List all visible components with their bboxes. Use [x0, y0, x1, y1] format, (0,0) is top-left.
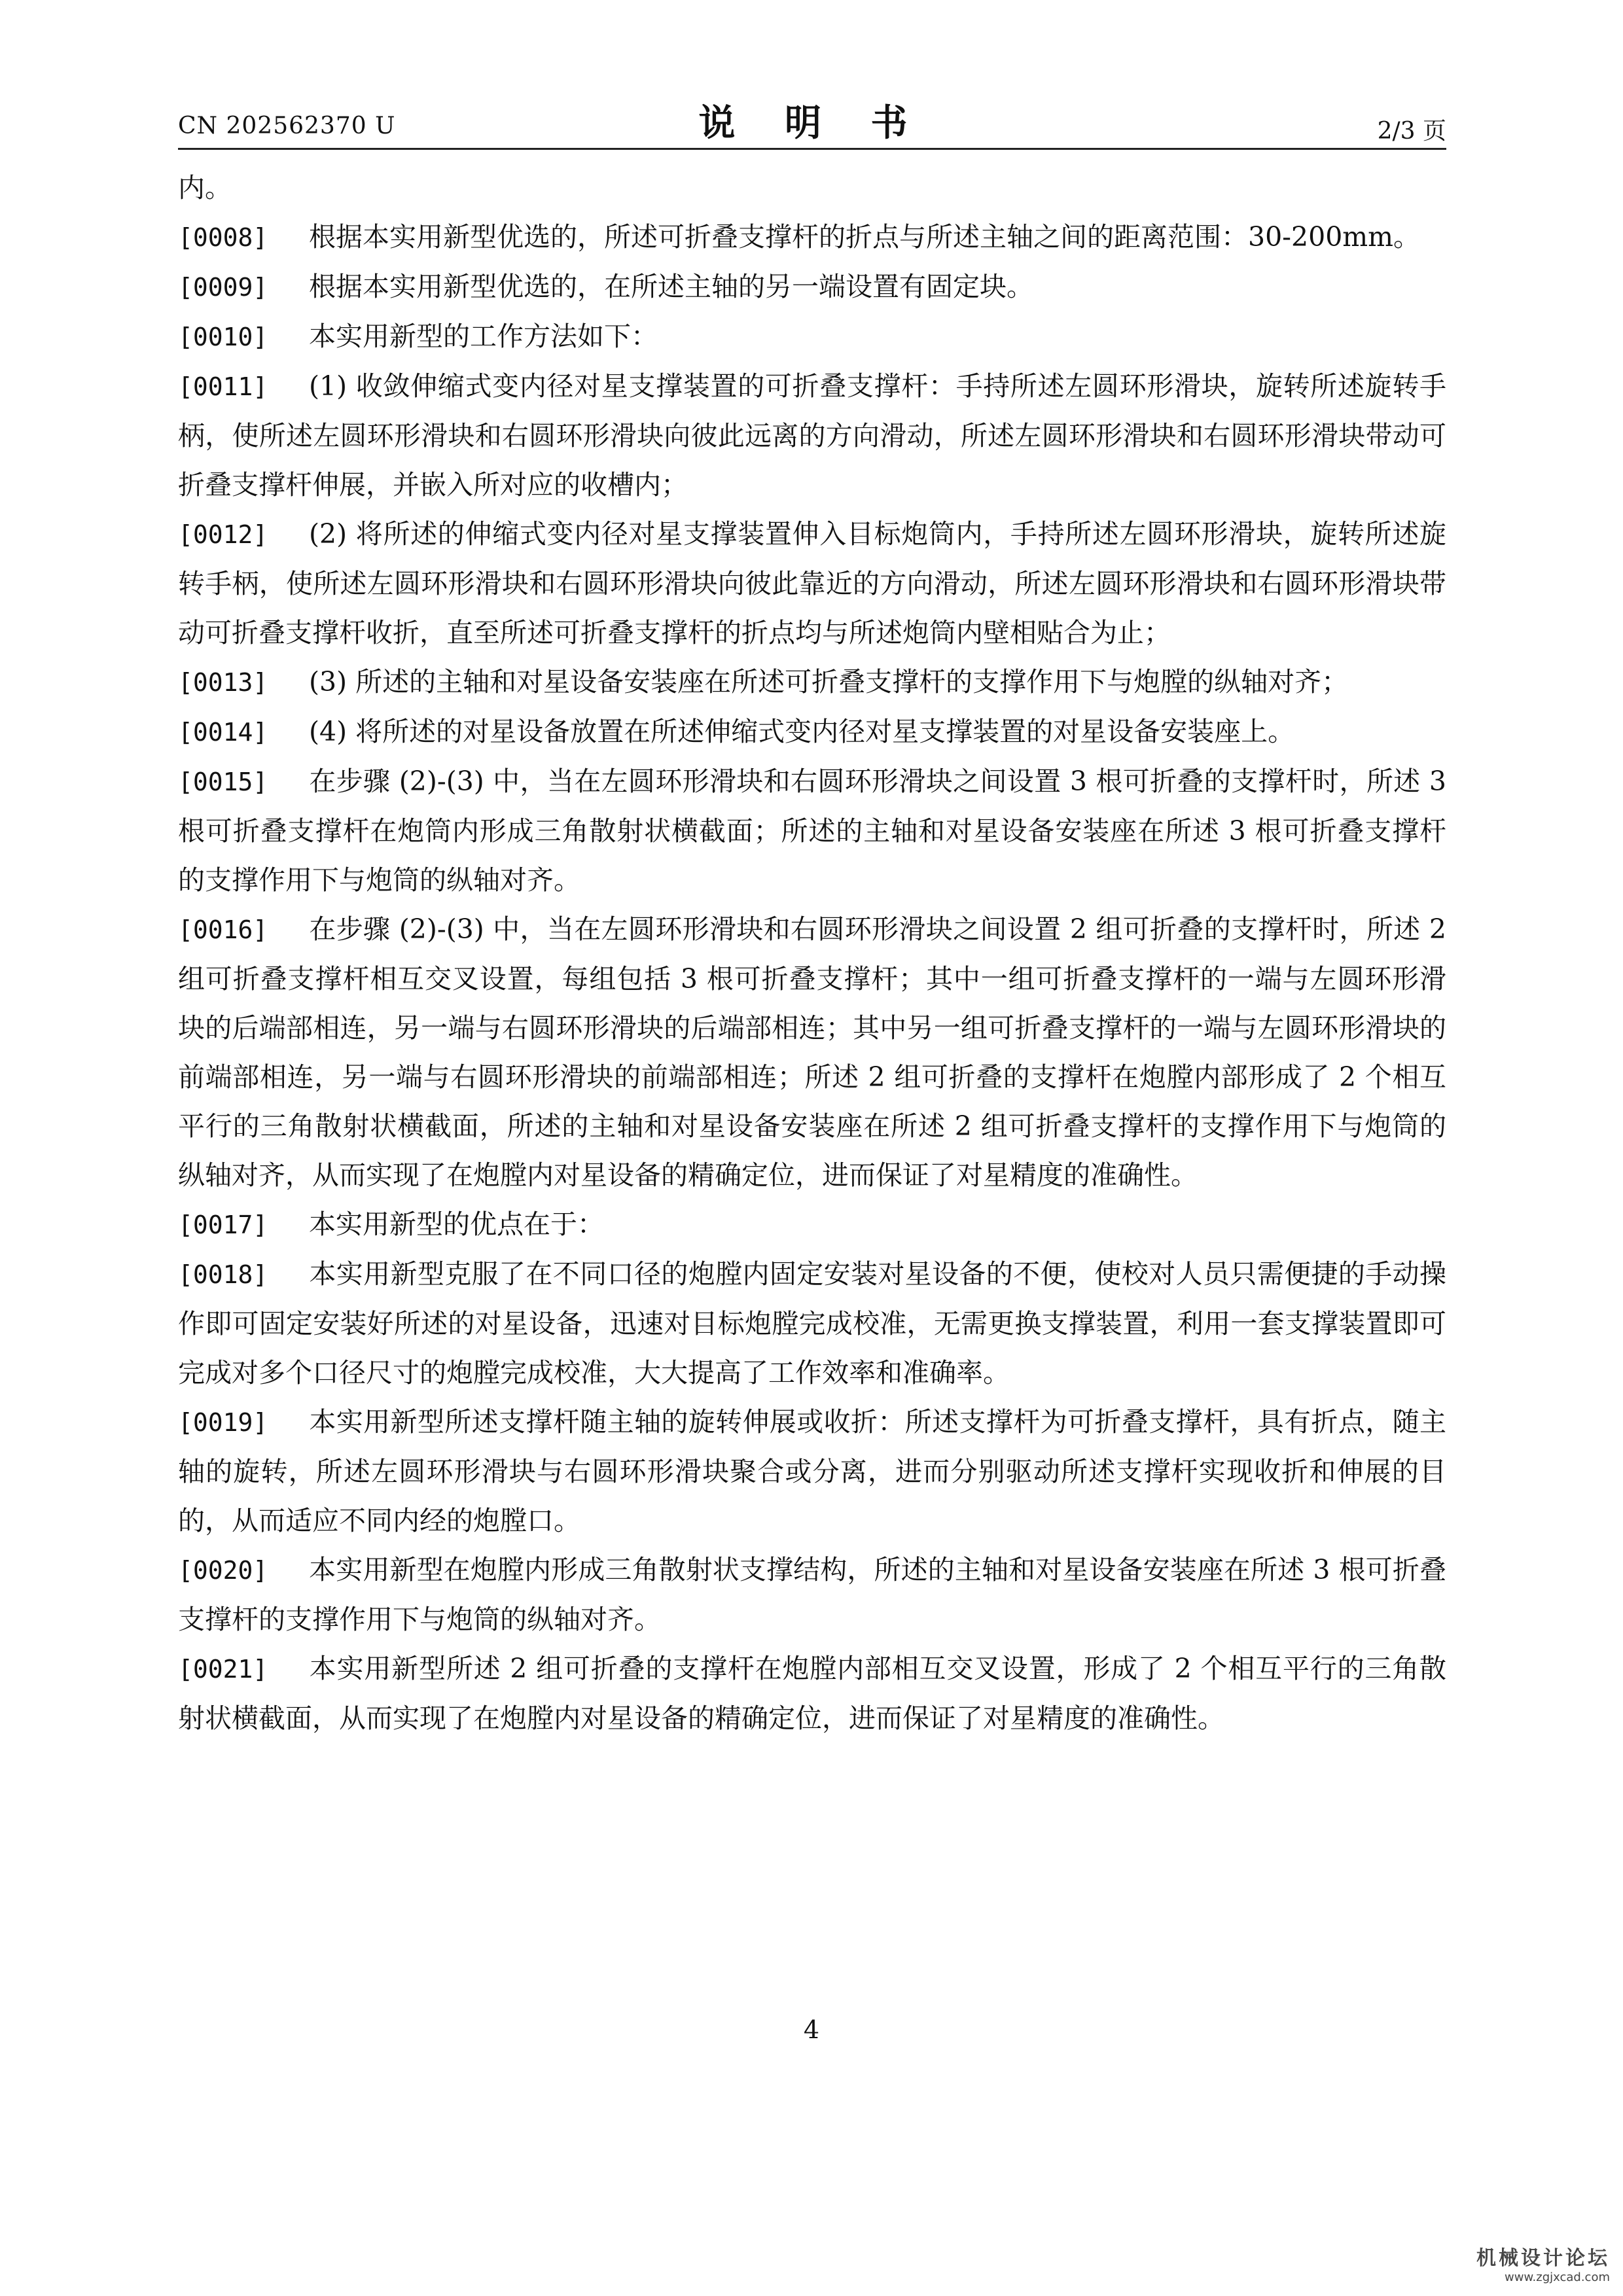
paragraph-0019: [178, 1398, 1446, 1545]
paragraph-continuation: 内。: [178, 172, 232, 203]
paragraph-0014: [178, 707, 1446, 757]
paragraph-0018: [178, 1250, 1446, 1398]
paragraph-number: [0015]: [178, 768, 268, 796]
paragraph-0013: [178, 658, 1446, 707]
paragraph-number: [0016]: [178, 915, 268, 944]
paragraph-number: [0010]: [178, 323, 268, 351]
paragraph-text: 本实用新型所述 2 组可折叠的支撑杆在炮膛内部相互交叉设置，形成了 2 个相互平行的三角散射状横截面，从而实现了在炮膛内对星设备的精确定位，进而保证了对星精度的准确性。: [178, 1653, 1446, 1734]
paragraph-number: [0013]: [178, 668, 268, 697]
paragraph-text: 根据本实用新型优选的，所述可折叠支撑杆的折点与所述主轴之间的距离范围：30-200mm。: [309, 221, 1421, 253]
document-body: [178, 164, 1446, 1743]
paragraph-number: [0008]: [178, 223, 268, 252]
paragraph-0017: [178, 1200, 1446, 1250]
paragraph-text: 本实用新型的优点在于：: [309, 1209, 604, 1240]
paragraph-text: 根据本实用新型优选的，在所述主轴的另一端设置有固定块。: [309, 271, 1033, 302]
paragraph-text: 在步骤 (2)-(3) 中，当在左圆环形滑块和右圆环形滑块之间设置 3 根可折叠的支撑杆时，所述 3 根可折叠支撑杆在炮筒内形成三角散射状横截面；所述的主轴和对星设备安装座在所述 3 根可折叠支撑杆的支撑作用下与炮筒的纵轴对齐。: [178, 766, 1446, 896]
paragraph-text: (4) 将所述的对星设备放置在所述伸缩式变内径对星支撑装置的对星设备安装座上。: [309, 716, 1295, 747]
paragraph-number: [0014]: [178, 718, 268, 747]
page-number: 4: [803, 2015, 820, 2044]
document-title: 说 明 书: [698, 101, 926, 145]
paragraph-0008: [178, 213, 1446, 262]
watermark-title: 机械设计论坛: [1476, 2247, 1610, 2270]
paragraph-text: 本实用新型的工作方法如下：: [309, 321, 658, 352]
paragraph-0021: [178, 1644, 1446, 1743]
header-rule: [178, 148, 1446, 150]
paragraph-0009: [178, 262, 1446, 312]
site-watermark: [1476, 2242, 1610, 2284]
watermark-url: www.zgjxcad.com: [1505, 2270, 1610, 2284]
paragraph-text: 本实用新型在炮膛内形成三角散射状支撑结构，所述的主轴和对星设备安装座在所述 3 根可折叠支撑杆的支撑作用下与炮筒的纵轴对齐。: [178, 1554, 1446, 1635]
paragraph-text: 本实用新型克服了在不同口径的炮膛内固定安装对星设备的不便，使校对人员只需便捷的手动操作即可固定安装好所述的对星设备，迅速对目标炮膛完成校准，无需更换支撑装置，利用一套支撑装置即可完成对多个口径尺寸的炮膛完成校准，大大提高了工作效率和准确率。: [178, 1258, 1446, 1388]
paragraph-0012: [178, 510, 1446, 658]
paragraph-number: [0019]: [178, 1408, 268, 1437]
paragraph-text: 在步骤 (2)-(3) 中，当在左圆环形滑块和右圆环形滑块之间设置 2 组可折叠的支撑杆时，所述 2 组可折叠支撑杆相互交叉设置，每组包括 3 根可折叠支撑杆；其中一组可折叠支撑杆的一端与左圆环形滑块的后端部相连，另一端与右圆环形滑块的后端部相连；其中另一组可折叠支撑杆的一端与左圆环形滑块的前端部相连，另一端与右圆环形滑块的前端部相连；所述 2 组可折叠的支撑杆在炮膛内部形成了 2 个相互平行的三角散射状横截面，所述的主轴和对星设备安装座在所述 2 组可折叠支撑杆的支撑作用下与炮筒的纵轴对齐，从而实现了在炮膛内对星设备的精确定位，进而保证了对星精度的准确性。: [178, 913, 1446, 1191]
page-header: [178, 90, 1446, 149]
paragraph-text: (2) 将所述的伸缩式变内径对星支撑装置伸入目标炮筒内，手持所述左圆环形滑块，旋转所述旋转手柄，使所述左圆环形滑块和右圆环形滑块向彼此靠近的方向滑动，所述左圆环形滑块和右圆环形滑块带动可折叠支撑杆收折，直至所述可折叠支撑杆的折点均与所述炮筒内壁相贴合为止；: [178, 518, 1446, 648]
paragraph-number: [0018]: [178, 1260, 268, 1289]
paragraph-number: [0017]: [178, 1210, 268, 1239]
paragraph-0015: [178, 757, 1446, 905]
paragraph-text: (3) 所述的主轴和对星设备安装座在所述可折叠支撑杆的支撑作用下与炮膛的纵轴对齐；: [309, 666, 1349, 698]
paragraph-text: 本实用新型所述支撑杆随主轴的旋转伸展或收折：所述支撑杆为可折叠支撑杆，具有折点，随主轴的旋转，所述左圆环形滑块与右圆环形滑块聚合或分离，进而分别驱动所述支撑杆实现收折和伸展的目的，从而适应不同内经的炮膛口。: [178, 1406, 1446, 1536]
page-indicator: 2/3 页: [1377, 118, 1446, 145]
paragraph-0011: [178, 362, 1446, 510]
paragraph-number: [0011]: [178, 372, 268, 401]
paragraph-number: [0020]: [178, 1556, 268, 1585]
paragraph-number: [0009]: [178, 273, 268, 302]
paragraph-text: (1) 收敛伸缩式变内径对星支撑装置的可折叠支撑杆：手持所述左圆环形滑块，旋转所述旋转手柄，使所述左圆环形滑块和右圆环形滑块向彼此远离的方向滑动，所述左圆环形滑块和右圆环形滑块带动可折叠支撑杆伸展，并嵌入所对应的收槽内；: [178, 370, 1446, 501]
paragraph-0020: [178, 1545, 1446, 1644]
patent-number: CN 202562370 U: [178, 113, 396, 139]
paragraph-number: [0012]: [178, 520, 268, 549]
paragraph-0016: [178, 905, 1446, 1200]
paragraph-0010: [178, 312, 1446, 362]
paragraph-number: [0021]: [178, 1655, 268, 1684]
